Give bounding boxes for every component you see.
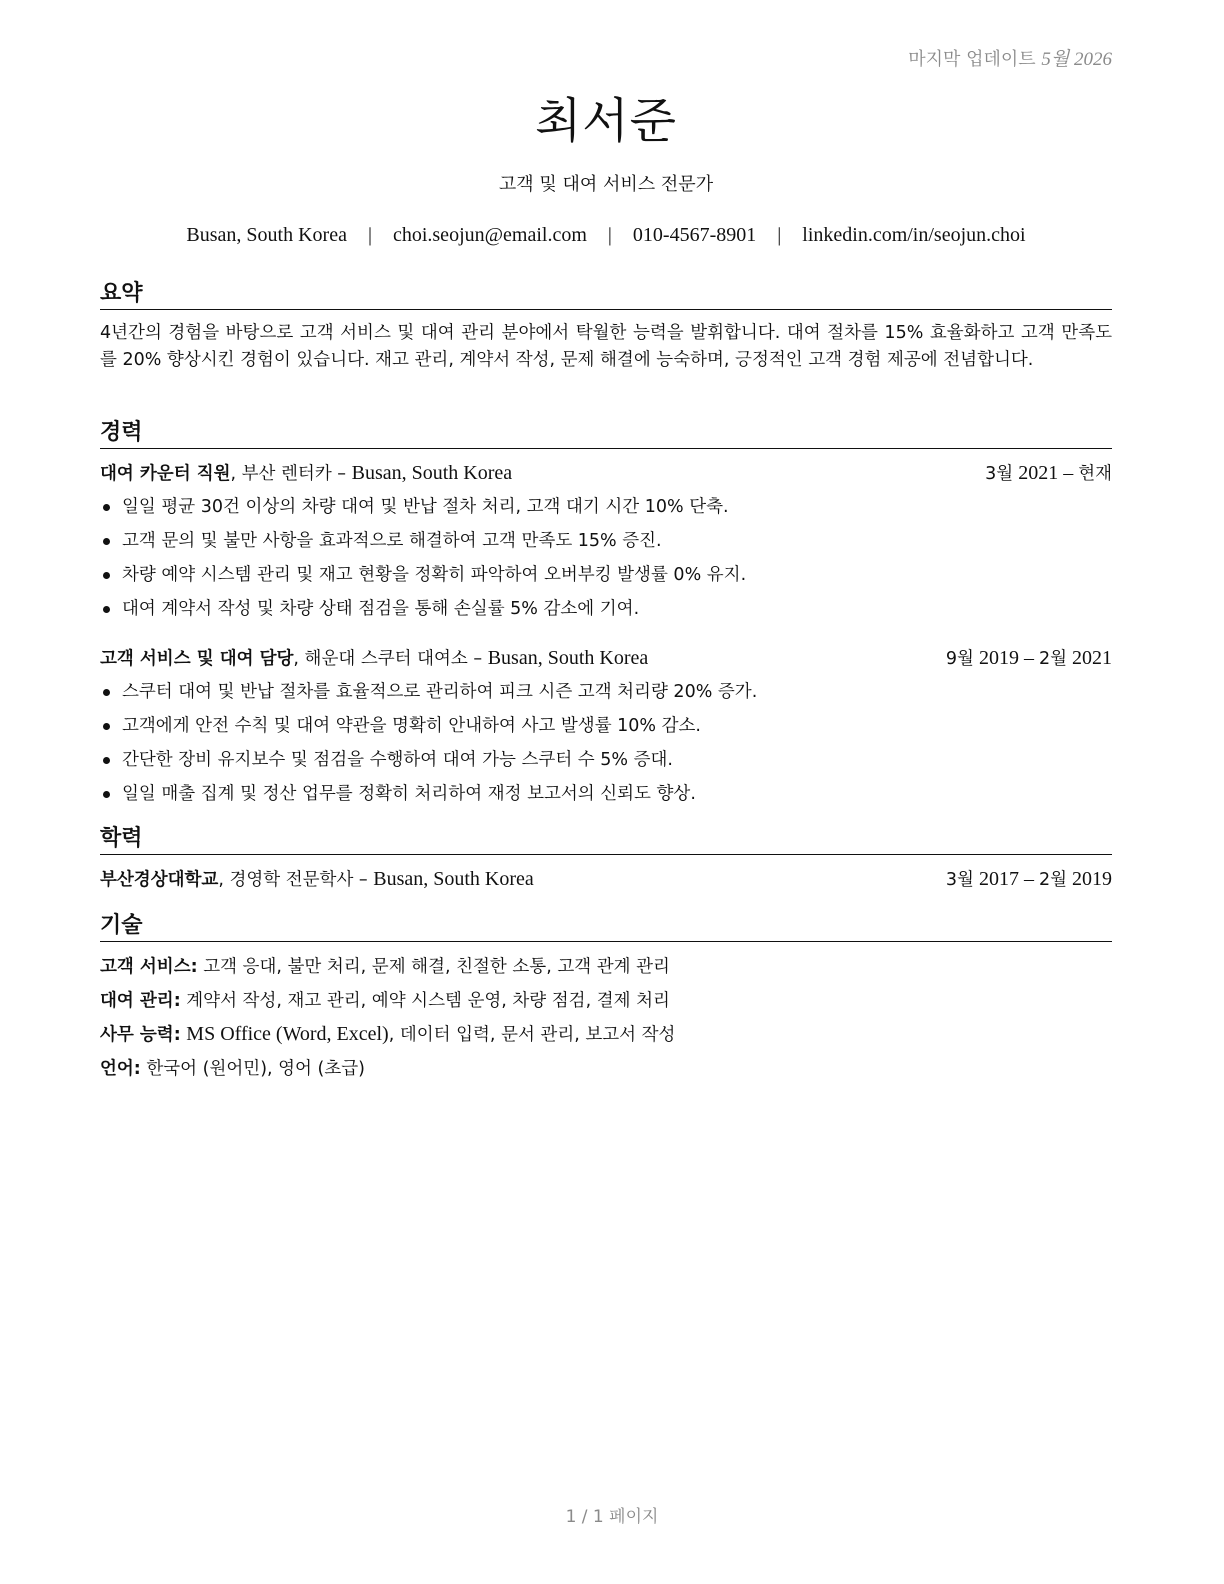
- summary-text: 4년간의 경험을 바탕으로 고객 서비스 및 대여 관리 분야에서 탁월한 능력을 발휘합니다. 대여 절차를 15% 효율화하고 고객 만족도를 20% 향상시킨 경험이 있습니다. 재고 관리, 계약서 작성, 문제 해결에 능숙하며, 긍정적인 고객 경험 제공에 전념합니다.: [100, 323, 1112, 370]
- list-item: 차량 예약 시스템 관리 및 재고 현황을 정확히 파악하여 오버부킹 발생률 0% 유지.: [100, 560, 1112, 594]
- education-dates: [946, 866, 1112, 891]
- skill-row: [100, 987, 1112, 1012]
- job-location: Busan, South Korea: [487, 647, 649, 669]
- list-item: 대여 계약서 작성 및 차량 상태 점검을 통해 손실률 5% 감소에 기여.: [100, 594, 1112, 628]
- job-end-month: 2월: [1038, 649, 1067, 669]
- job-end: 현재: [1078, 464, 1112, 484]
- list-item: 스쿠터 대여 및 반납 절차를 효율적으로 관리하여 피크 시즌 고객 처리량 20% 증가.: [100, 677, 1112, 711]
- skill-label: 대여 관리:: [100, 991, 181, 1011]
- skill-value: , 데이터 입력, 문서 관리, 보고서 작성: [388, 1025, 676, 1045]
- job-entry: [100, 645, 1112, 813]
- education-start-year: 2017 –: [973, 868, 1039, 890]
- degree: , 경영학 전문학사 –: [218, 870, 374, 890]
- skill-label: 언어:: [100, 1059, 141, 1079]
- job-organization: , 부산 렌터카 –: [230, 464, 352, 484]
- last-updated-date: 5월 2026: [1041, 49, 1112, 70]
- section-title-experience: 경력: [100, 415, 1112, 449]
- job-title: 고객 서비스 및 대여 담당: [100, 649, 294, 669]
- contact-separator: |: [367, 224, 372, 246]
- skill-label: 고객 서비스:: [100, 957, 198, 977]
- last-updated-label: 마지막 업데이트: [908, 49, 1036, 70]
- job-start-year: 2019 –: [973, 647, 1039, 669]
- contact-email[interactable]: choi.seojun@email.com: [392, 224, 587, 246]
- skill-row: [100, 1055, 1112, 1080]
- list-item: 고객에게 안전 수칙 및 대여 약관을 명확히 안내하여 사고 발생률 10% 감소.: [100, 711, 1112, 745]
- job-dates: [985, 460, 1112, 485]
- job-location: Busan, South Korea: [351, 462, 513, 484]
- skill-label: 사무 능력:: [100, 1025, 181, 1045]
- list-item: 간단한 장비 유지보수 및 점검을 수행하여 대여 가능 스쿠터 수 5% 증대.: [100, 745, 1112, 779]
- education-start-month: 3월: [945, 870, 974, 890]
- job-header: [100, 460, 1112, 488]
- contact-location: Busan, South Korea: [186, 224, 347, 246]
- contact-line: [100, 224, 1112, 247]
- contact-phone: 010-4567-8901: [632, 224, 757, 246]
- job-bullets: [100, 677, 1112, 813]
- job-title: 대여 카운터 직원: [100, 464, 231, 484]
- education-end-year: 2019: [1067, 868, 1112, 890]
- skill-row: [100, 1021, 1112, 1046]
- contact-separator: |: [777, 224, 782, 246]
- candidate-name: 최서준: [534, 93, 678, 149]
- last-updated: [908, 44, 1112, 71]
- skill-value: 고객 응대, 불만 처리, 문제 해결, 친절한 소통, 고객 관계 관리: [197, 957, 670, 977]
- skill-value-latin: MS Office (Word, Excel): [186, 1023, 389, 1045]
- job-organization: , 해운대 스쿠터 대여소 –: [293, 649, 488, 669]
- section-title-skills: 기술: [100, 908, 1112, 942]
- job-entry: [100, 460, 1112, 628]
- school-location: Busan, South Korea: [373, 868, 534, 890]
- list-item: 일일 평균 30건 이상의 차량 대여 및 반납 절차 처리, 고객 대기 시간 10% 단축.: [100, 492, 1112, 526]
- job-bullets: [100, 492, 1112, 628]
- section-title-education: 학력: [100, 821, 1112, 855]
- job-start-year: 2021 –: [1013, 462, 1079, 484]
- job-dates: [946, 645, 1112, 670]
- job-header: [100, 645, 1112, 673]
- job-end-year: 2021: [1067, 647, 1112, 669]
- contact-separator: |: [607, 224, 612, 246]
- contact-linkedin[interactable]: linkedin.com/in/seojun.choi: [802, 224, 1026, 246]
- education-header: [100, 866, 1112, 894]
- skill-value: 계약서 작성, 재고 관리, 예약 시스템 운영, 차량 점검, 결제 처리: [180, 991, 670, 1011]
- page-number: 1 / 1 페이지: [565, 1507, 659, 1527]
- list-item: 고객 문의 및 불만 사항을 효과적으로 해결하여 고객 만족도 15% 증진.: [100, 526, 1112, 560]
- education-entry: [100, 866, 1112, 894]
- candidate-headline: 고객 및 대여 서비스 전문가: [498, 174, 714, 195]
- skill-value: 한국어 (원어민), 영어 (초급): [140, 1059, 365, 1079]
- section-title-summary: 요약: [100, 276, 1112, 310]
- school-name: 부산경상대학교: [100, 870, 219, 890]
- list-item: 일일 매출 집계 및 정산 업무를 정확히 처리하여 재정 보고서의 신뢰도 향상.: [100, 779, 1112, 813]
- job-start-month: 9월: [945, 649, 974, 669]
- skill-row: [100, 953, 1112, 978]
- job-start-month: 3월: [985, 464, 1014, 484]
- education-end-month: 2월: [1038, 870, 1067, 890]
